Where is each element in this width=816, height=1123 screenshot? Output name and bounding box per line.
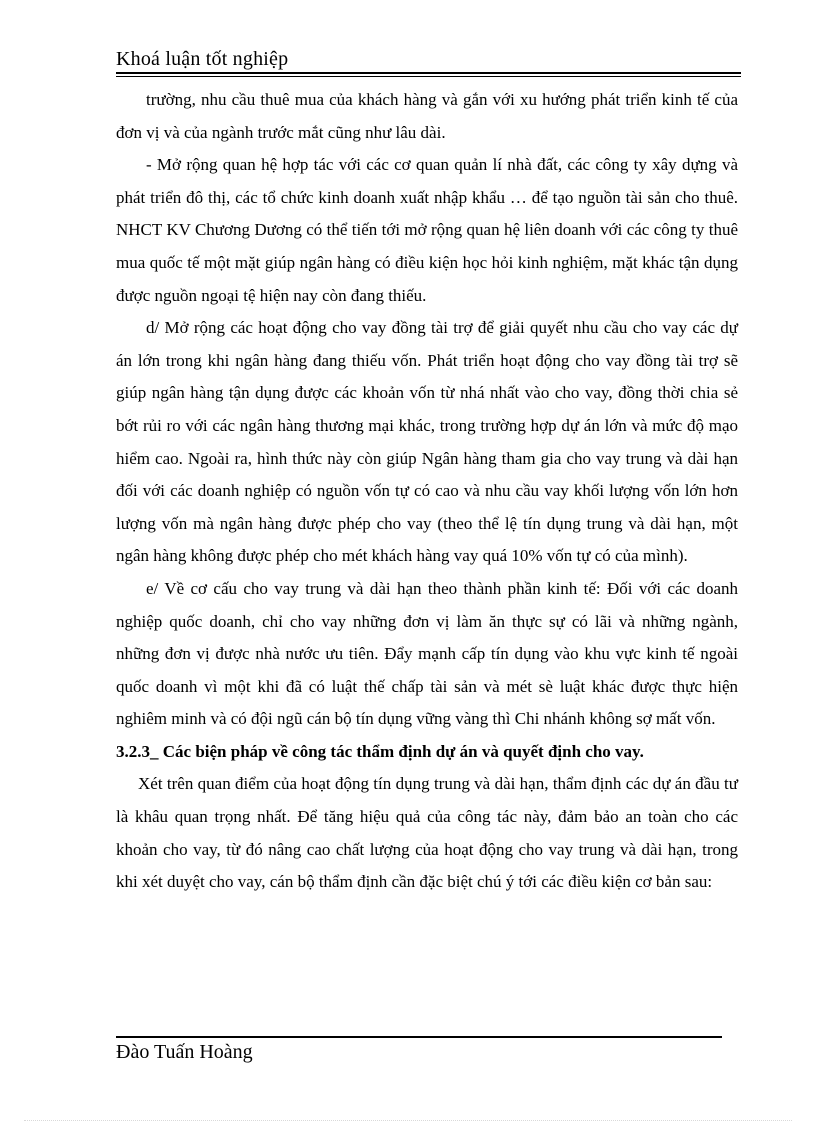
- footer-author: Đào Tuấn Hoàng: [116, 1041, 253, 1063]
- section-paragraph: Xét trên quan điểm của hoạt động tín dụng trung và dài hạn, thẩm định các dự án đầu tư là khâu quan trọng nhất. Để tăng hiệu quả của công tác này, đảm bảo an toàn cho các khoản cho vay, từ đó nâng cao chất lượng của hoạt động cho vay trung và dài hạn, trong khi xét duyệt cho vay, cán bộ thẩm định cần đặc biệt chú ý tới các điều kiện cơ bản sau:: [116, 774, 738, 892]
- section-heading: 3.2.3_ Các biện pháp về công tác thẩm định dự án và quyết định cho vay.: [116, 741, 644, 761]
- paragraph-bullet-cooperation: - Mở rộng quan hệ hợp tác với các cơ quan quản lí nhà đất, các công ty xây dựng và phát triển đô thị, các tổ chức kinh doanh xuất nhập khẩu … để tạo nguồn tài sản cho thuê. NHCT KV Chương Dương có thể tiến tới mở rộng quan hệ liên doanh với các công ty thuê mua quốc tế một mặt giúp ngân hàng có điều kiện học hỏi kinh nghiệm, mặt khác tận dụng được nguồn ngoại tệ hiện nay còn đang thiếu.: [116, 155, 738, 305]
- footer-rule: [116, 1036, 722, 1038]
- paragraph-continuation: trường, nhu cầu thuê mua của khách hàng và gắn với xu hướng phát triển kinh tế của đơn vị và của ngành trước mắt cũng như lâu dài.: [116, 90, 738, 142]
- header-rule-thick: [116, 72, 741, 74]
- header-rule-thin: [116, 76, 741, 77]
- paragraph-e-loan-structure: e/ Về cơ cấu cho vay trung và dài hạn theo thành phần kinh tế: Đối với các doanh nghiệp quốc doanh, chỉ cho vay những đơn vị làm ăn thực sự có lãi và những ngành, những đơn vị được nhà nước ưu tiên. Đẩy mạnh cấp tín dụng vào khu vực kinh tế ngoài quốc doanh vì một khi đã có luật thế chấp tài sản và mét sè luật khác được thực hiện nghiêm minh và có đội ngũ cán bộ tín dụng vững vàng thì Chi nhánh không sợ mất vốn.: [116, 578, 738, 729]
- body-text: [116, 84, 738, 899]
- page-header-title: Khoá luận tốt nghiệp: [116, 48, 289, 70]
- paragraph-d-cofinancing: d/ Mở rộng các hoạt động cho vay đồng tài trợ để giải quyết nhu cầu cho vay các dự án lớn trong khi ngân hàng đang thiếu vốn. Phát triển hoạt động cho vay đồng tài trợ sẽ giúp ngân hàng tận dụng được các khoản vốn từ nhá nhất vào cho vay, đồng thời chia sẻ bớt rủi ro với các ngân hàng thương mại khác, trong trường hợp dự án lớn và mức độ mạo hiểm cao. Ngoài ra, hình thức này còn giúp Ngân hàng tham gia cho vay trung và dài hạn đối với các doanh nghiệp có nguồn vốn tự có cao và nhu cầu vay khối lượng vốn lớn hơn lượng vốn mà ngân hàng được phép cho vay (theo thể lệ tín dụng trung và dài hạn, một ngân hàng không được phép cho mét khách hàng vay quá 10% vốn tự có của mình).: [116, 318, 738, 566]
- page-bottom-edge: [24, 1120, 792, 1121]
